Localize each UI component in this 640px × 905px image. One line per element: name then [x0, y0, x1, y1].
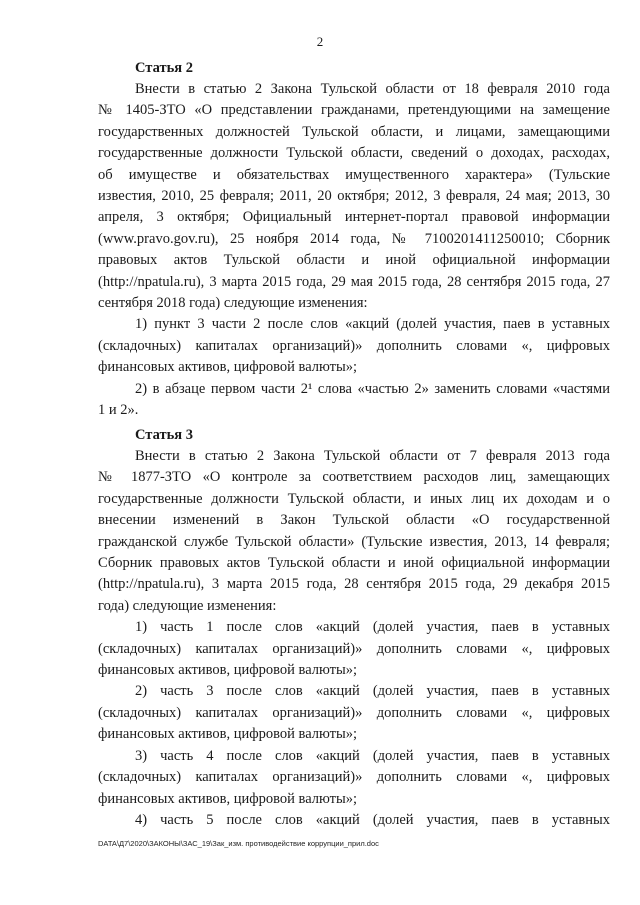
text-line: 2) в абзаце первом части 2¹ слова «частью 2» заменить словами «частями: [135, 380, 610, 397]
article-2: [98, 57, 610, 422]
text-line: апреля, 3 октября; Официальный интернет-портал правовой информации: [98, 209, 610, 226]
article-3-item-1: [98, 617, 610, 681]
file-path-footer: DATA\Д7\2020\ЗАКОНЫ\ЗАС_19\Зак_изм. противодействие коррупции_прил.doc: [98, 839, 379, 848]
text-line: государственные должности Тульской области, и иных лиц их доходам и о: [98, 490, 610, 507]
article-2-item-1: [98, 314, 610, 378]
text-line: 4) часть 5 после слов «акций (долей участия, паев в уставных: [135, 811, 610, 828]
text-line: (http://npatula.ru), 3 марта 2015 года, 28 сентября 2015 года, 29 декабря 2015: [98, 576, 610, 593]
text-line: гражданской службе Тульской области» (Тульские известия, 2013, 14 февраля;: [98, 533, 610, 550]
text-line: (складочных) капиталах организаций)» дополнить словами «, цифровых: [98, 769, 610, 786]
text-line: внесении изменений в Закон Тульской области «О государственной: [98, 512, 610, 529]
text-line: (www.pravo.gov.ru), 25 ноября 2014 года, № 7100201411250010; Сборник: [98, 230, 610, 247]
text-line: финансовых активов, цифровой валюты»;: [98, 726, 357, 743]
article-3: [98, 424, 610, 831]
text-line: государственных должностей Тульской области, и лицами, замещающими: [98, 123, 610, 140]
text-line: правовых актов Тульской области и иной официальной информации: [98, 252, 610, 269]
text-line: Сборник правовых актов Тульской области и иной официальной информации: [98, 555, 610, 572]
text-line: (складочных) капиталах организаций)» дополнить словами «, цифровых: [98, 337, 610, 354]
article-3-heading: Статья 3: [135, 427, 193, 443]
text-line: (складочных) капиталах организаций)» дополнить словами «, цифровых: [98, 704, 610, 721]
article-2-intro: [98, 79, 610, 314]
article-3-item-2: [98, 681, 610, 745]
article-3-item-3: [98, 746, 610, 810]
text-line: известия, 2010, 25 февраля; 2011, 20 октября; 2012, 3 февраля, 24 мая; 2013, 30: [98, 188, 610, 205]
text-line: (складочных) капиталах организаций)» дополнить словами «, цифровых: [98, 640, 610, 657]
text-line: 1) часть 1 после слов «акций (долей участия, паев в уставных: [135, 619, 610, 636]
page-number: 2: [316, 34, 324, 49]
text-line: сентября 2018 года) следующие изменения:: [98, 295, 368, 312]
text-line: государственные должности Тульской области, сведений о доходах, расходах,: [98, 145, 610, 162]
text-line: об имуществе и обязательствах имущественного характера» (Тульские: [98, 166, 610, 183]
text-line: № 1877-ЗТО «О контроле за соответствием расходов лиц, замещающих: [98, 469, 610, 486]
article-2-item-2: [98, 379, 610, 422]
article-3-intro: [98, 446, 610, 617]
text-line: года) следующие изменения:: [98, 597, 277, 614]
article-2-heading: Статья 2: [135, 60, 193, 76]
text-line: (http://npatula.ru), 3 марта 2015 года, 29 мая 2015 года, 28 сентября 2015 года, 27: [98, 273, 610, 290]
text-line: финансовых активов, цифровой валюты»;: [98, 790, 357, 807]
text-line: Внести в статью 2 Закона Тульской области от 7 февраля 2013 года: [135, 448, 610, 464]
text-line: Внести в статью 2 Закона Тульской области от 18 февраля 2010 года: [135, 81, 610, 97]
text-line: № 1405-ЗТО «О представлении гражданами, претендующими на замещение: [98, 102, 610, 119]
text-line: 2) часть 3 после слов «акций (долей участия, паев в уставных: [135, 683, 610, 700]
text-line: 3) часть 4 после слов «акций (долей участия, паев в уставных: [135, 747, 610, 764]
text-line: 1 и 2».: [98, 402, 139, 419]
text-line: финансовых активов, цифровой валюты»;: [98, 359, 357, 376]
text-line: финансовых активов, цифровой валюты»;: [98, 662, 357, 679]
article-3-item-4: [98, 810, 610, 831]
text-line: 1) пункт 3 части 2 после слов «акций (долей участия, паев в уставных: [135, 316, 610, 333]
